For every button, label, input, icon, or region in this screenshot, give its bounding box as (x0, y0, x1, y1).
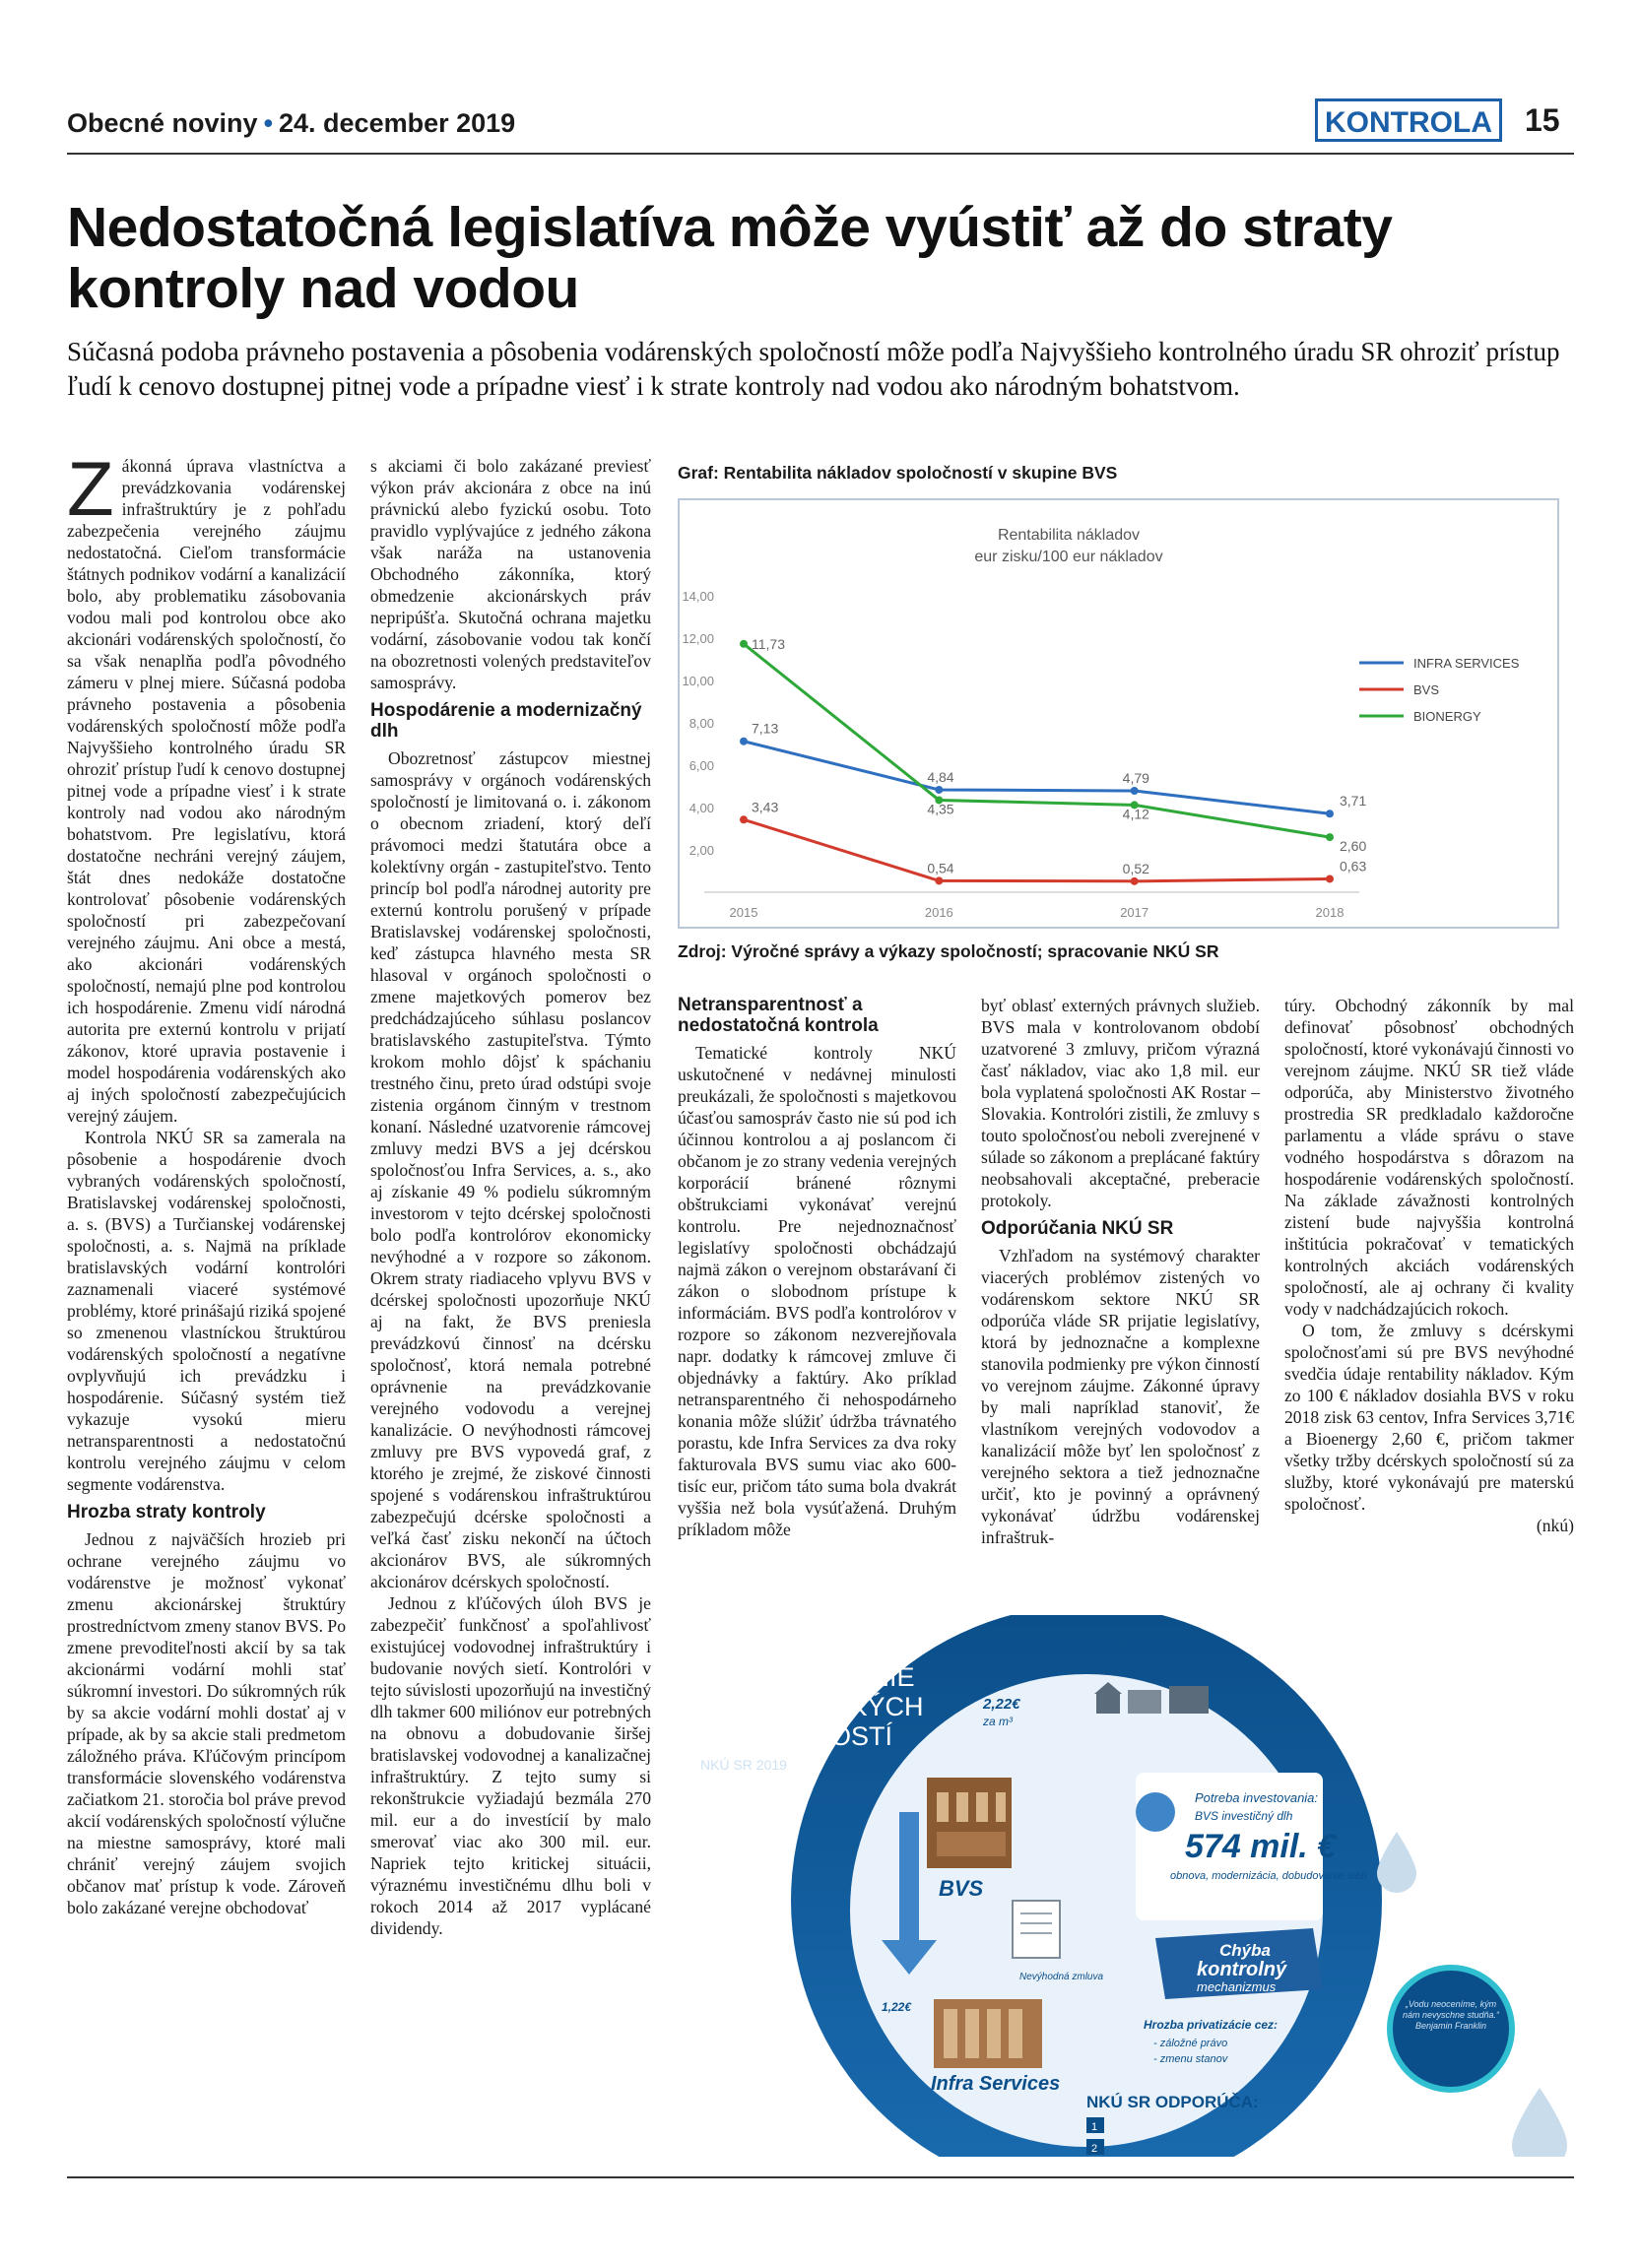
threat-2: - zmenu stanov (1153, 2053, 1228, 2065)
article-title: Nedostatočná legislatíva môže vyústiť až do straty kontroly nad vodou (67, 196, 1393, 320)
coin-icon (1136, 1792, 1175, 1832)
y-tick-label: 12,00 (682, 631, 714, 646)
infographic (673, 1615, 1574, 2157)
infographic-graphic (673, 1615, 1574, 2157)
data-label: 4,35 (927, 801, 954, 817)
data-point (1326, 875, 1334, 882)
column-1 (67, 445, 346, 1918)
threat-head: Hrozba privatizácie cez: (1144, 2018, 1279, 2032)
chart-frame (678, 498, 1559, 929)
document-icon (1013, 1901, 1060, 1958)
data-point (740, 640, 748, 648)
page-header (67, 108, 515, 139)
info-title-3: SPOLOČNOSTÍ (700, 1721, 893, 1751)
data-label: 3,71 (1340, 793, 1367, 810)
page-number: 15 (1525, 102, 1560, 138)
rentability-chart (680, 500, 1557, 927)
control-text-3: mechanizmus (1197, 1979, 1277, 1994)
invest-value: 574 mil. € (1185, 1828, 1337, 1865)
info-title-1: HOSPODÁRENIE (700, 1662, 915, 1692)
legend-label: BIONERGY (1413, 709, 1481, 724)
col4-para-1: byť oblasť externých právnych služieb. BVS mala v kontrolovanom období uzatvorené 3 zmluvy, pričom výrazná časť nákladov, viac ako 1,8 mil. eur bola vyplatená spoločnosti AK Rostar – Slovakia. Kontrolóri zistili, že zmluvy s touto spoločnosťou neboli zverejnené v súlade so zákonom a preplácané faktúry neobsahovali akceptačné, preberacie protokoly. (981, 996, 1260, 1210)
bvs-label: BVS (939, 1876, 984, 1901)
col1-para-1: ákonná úprava vlastníctva a prevádzkovania vodárenskej infraštruktúry je z pohľadu zabezpečenia verejného záujmu nedostatočná. Cieľom transformácie štátnych podnikov vodární a kanalizácií bolo, aby problematiku zásobovania vodou mali pod kontrolou obce ako akcionári vodárenských spoločností, čo sa však nenaplňa podľa pôvodného zámeru v plnej miere. Súčasná podoba právneho postavenia a pôsobenia vodárenských spoločností môže podľa Najvyššieho kontrolného úradu SR ohroziť prístup ľudí k cenovo dostupnej pitnej vode a prípadne viesť i k strate kontroly nad vodou ako národným bohatstvom. Pre legislatívu, ktorá dostatočne nechráni verejný záujem, štát dnes nedokáže dostatočne kontrolovať pôsobenie vodárenských spoločností pri zabezpečovaní verejného záujmu. Ani obce a mestá, ako akcionári vodárenských spoločností, nemajú plne pod kontrolou ich hospodárenie. Zmenu vidí národná autorita pre externú kontrolu v prijatí zákonov, ktoré upravia postavenie i model hospodárenia vodárenských ako aj iných spoločností zabezpečujúcich verejný záujem. (67, 456, 346, 1126)
data-point (1131, 787, 1139, 795)
info-title-2: VODÁRENSKÝCH (700, 1692, 924, 1721)
data-label: 0,52 (1122, 860, 1149, 876)
data-point (935, 786, 943, 794)
column-4 (981, 995, 1260, 1548)
info-subtitle: NKÚ SR 2019 (700, 1757, 787, 1773)
x-tick-label: 2016 (924, 905, 953, 920)
infra-label: Infra Services (931, 2073, 1061, 2095)
data-point (740, 815, 748, 823)
graph-caption: Graf: Rentabilita nákladov spoločností v skupine BVS (678, 463, 1118, 483)
data-label: 2,60 (1340, 838, 1367, 855)
price-top: 2,22€ (983, 1696, 1020, 1713)
control-text-1: Chýba (1219, 1941, 1271, 1960)
data-label: 4,84 (927, 768, 954, 785)
threat-1: - záložné právo (1153, 2038, 1228, 2049)
contract-label: Nevýhodná zmluva (1019, 1972, 1104, 1982)
column-3 (678, 995, 956, 1540)
col4-para-2: Vzhľadom na systémový charakter viacerých problémov zistených vo vodárenskom sektore NKÚ SR odporúča vláde SR prijatie legislatívy, ktorá by jednoznačne a komplexne stanovila podmienky pre výkon činností vo verejnom záujme. Zákonné úpravy by mali napríklad stanoviť, že vlastníkom verejných vodovodov a kanalizácií môže byť len spoločnosť z verejného sektora a tiež jednoznačne určiť, kto je povinný a oprávnený vykonávať údržbu vodárenskej infraštruk- (981, 1246, 1260, 1547)
series-line-bvs (744, 819, 1330, 881)
infra-building-icon (934, 1999, 1042, 2068)
column-2 (370, 455, 651, 1939)
y-tick-label: 8,00 (689, 716, 714, 731)
price-bottom: 1,22€ (882, 2000, 912, 2014)
paper-name: Obecné noviny (67, 108, 258, 138)
data-point (1131, 877, 1139, 885)
rec-num-1: 1 (1091, 2121, 1098, 2133)
source-caption: Zdroj: Výročné správy a výkazy spoločností; spracovanie NKÚ SR (678, 941, 1219, 961)
invest-head: Potreba investovania: (1195, 1790, 1319, 1805)
control-text-2: kontrolný (1197, 1959, 1287, 1980)
y-tick-label: 2,00 (689, 843, 714, 858)
y-tick-label: 10,00 (682, 674, 714, 688)
section-label: KONTROLA (1315, 98, 1502, 142)
bvs-building-icon (927, 1778, 1012, 1868)
col2-para-3: Jednou z kľúčových úloh BVS je zabezpečiť funkčnosť a spoľahlivosť existujúcej vodovodnej infraštruktúry i budovanie nových sietí. Kontrolóri v tejto súvislosti upozorňujú na investičný dlh takmer 600 miliónov eur potrebných na obnovu a dobudovanie širšej bratislavskej vodovodnej a kanalizačnej infraštruktúry. Z tejto sumy si rekonštrukcie vyžiadajú bezmála 270 mil. eur a do investícií by malo smerovať viac ako 300 mil. eur. Napriek tejto kritickej situácii, výraznému investičnému dlhu boli v rokoch 2014 až 2017 vyplácané dividendy. (370, 1593, 651, 1938)
x-tick-label: 2017 (1120, 905, 1149, 920)
y-tick-label: 14,00 (682, 589, 714, 604)
rec-num-2: 2 (1091, 2143, 1098, 2155)
subheading-threat: Hrozba straty kontroly (67, 1502, 266, 1523)
quote-text: „Vodu neoceníme, kým nám nevyschne studňa.“ Benjamin Franklin (1402, 1999, 1500, 2031)
rec-head: NKÚ SR ODPORÚČA: (1086, 2093, 1259, 2111)
data-label: 3,43 (752, 799, 779, 815)
data-label: 11,73 (752, 635, 785, 652)
col5-para-2: O tom, že zmluvy s dcérskymi spoločnosťami sú pre BVS nevýhodné svedčia údaje rentability nákladov. Kým zo 100 € nákladov dosiahla BVS v roku 2018 zisk 63 centov, Infra Services 3,71€ a Bioenergy 2,60 €, pričom takmer všetky tržby dcérskych spoločností sú za služby, ktoré vykonávajú pre materskú spoločnosť. (1284, 1321, 1574, 1514)
y-tick-label: 6,00 (689, 758, 714, 773)
article-lead: Súčasná podoba právneho postavenia a pôsobenia vodárenských spoločností môže podľa Najvyššieho kontrolného úradu SR ohroziť prístup ľudí k cenovo dostupnej pitnej vode a prípadne viesť i k strate kontroly nad vodou ako národným bohatstvom. (67, 337, 1560, 401)
price-unit: za m³ (983, 1715, 1013, 1728)
col1-para-2: Kontrola NKÚ SR sa zamerala na pôsobenie a hospodárenie dvoch vybraných vodárenských spoločností, Bratislavskej vodárenskej spoločnosti, a. s. (BVS) a Turčianskej vodárenskej spoločnosti, a. s. Najmä na príklade bratislavských vodární kontrolóri zaznamenali viaceré systémové problémy, ktoré prinášajú riziká spojené so zmenenou vlastníckou štruktúrou vodárenských spoločností a negatívne ovplyvňujú ich prevádzku i hospodárenie. Súčasný systém tiež vykazuje vysokú mieru netransparentnosti a nedostatočnú kontrolu verejného záujmu v celom segmente vodárenstva. (67, 1128, 346, 1494)
data-label: 4,12 (1122, 806, 1149, 822)
col2-para-2: Obozretnosť zástupcov miestnej samosprávy v orgánoch vodárenských spoločností je limitovaná o. i. zákonom o obecnom zriadení, ktorý deľí právomoci medzi štatutára obce a kolektívny orgán - zastupiteľstvo. Tento princíp bol podľa národnej autority pre externú kontrolu porušený v prípade Bratislavskej vodárenskej spoločnosti, keď zástupca hlavného mesta SR hlasoval v orgánoch spoločnosti o zmene majetkových pomerov bez predchádzajúceho súhlasu poslancov bratislavského zastupiteľstva. Týmto krokom mohlo dôjsť k spáchaniu trestného činu, preto úrad odstúpi svoje zistenia orgánom činným v trestnom konaní. Následné uzatvorenie rámcovej zmluvy medzi BVS a jej dcérskou spoločnosťou Infra Services, a. s., ako aj získanie 49 % podielu súkromným investorom v tejto dcérskej spoločnosti bolo podľa kontrolórov ekonomicky nevýhodné a v rozpore so zákonom. Okrem straty riadiaceho vplyvu BVS v dcérskej spoločnosti upozorňuje NKÚ aj na fakt, že BVS preniesla prevádzkovú činnosť na dcérsku spoločnosť, ktorá nemala potrebné oprávnenie na prevádzkovanie verejného vodovodu a verejnej kanalizácie. O nevýhodnosti rámcovej zmluvy pre BVS vypovedá graf, z ktorého je zrejmé, že ziskové činnosti spojené s vodárenskou infraštruktúrou zabezpečujú dcérske spoločnosti a veľká časť zisku nekončí na účtoch akcionárov BVS, ale súkromných akcionárov dcérskych spoločností. (370, 748, 651, 1591)
series-line-bionergy (744, 644, 1330, 837)
data-label: 4,79 (1122, 770, 1149, 787)
data-point (935, 876, 943, 884)
data-label: 7,13 (752, 720, 779, 737)
data-point (740, 738, 748, 745)
quote-box (1400, 1999, 1502, 2068)
col1-para-3: Jednou z najväčších hrozieb pri ochrane verejného záujmu vo vodárenstve je možnosť vykonať zmenu akcionárskej štruktúry prostredníctvom zmeny stanov BVS. Po zmene prevoditeľnosti akcií by sa tak akcionármi vodární mohli stať súkromní investori. Do súkromných rúk by sa akcie vodární mohli dostať aj v prípade, ak by sa akcie stali predmetom záložného práva. Kľúčovým princípom transformácie slovenského vodárenstva začiatkom 21. storočia bol práve prevod akcií vodárenských spoločností výlučne na miestne samosprávy, ktoré mali chrániť verejný záujem svojich občanov mať prístup k vode. Zároveň bolo zakázané verejne obchodovať (67, 1529, 346, 1917)
col3-para-1: Tematické kontroly NKÚ uskutočnené v nedávnej minulosti preukázali, že spoločnosti s majetkovou účasťou samospráv často nie sú pod ich účinnou kontrolou a aj poslancom či občanom je zo strany vedenia verejných korporácií bránené rôznymi obštrukciami vykonávať verejnú kontrolu. Pre nejednoznačnosť legislatívy spoločnosti obchádzajú najmä zákon o verejnom obstarávaní či zákon o slobodnom prístupe k informáciám. BVS podľa kontrolórov v rozpore so zákonom nezverejňovala napr. dodatky k rámcovej zmluve či objednávky a faktúry. Ako príklad netransparentného či nehospodárneho konania môže slúžiť údržba trávnatého porastu, kde Infra Services za dva roky fakturovala BVS sumu viac ako 600-tisíc eur, pričom táto suma bola dvakrát vyššia než bola vysúťažená. Druhým príkladom môže (678, 1043, 956, 1539)
invest-note: obnova, modernizácia, dobudovanie sietí (1170, 1870, 1367, 1882)
footer-rule (67, 2176, 1574, 2178)
dropcap: Z (67, 445, 114, 532)
data-point (1326, 810, 1334, 817)
issue-date: 24. december 2019 (279, 108, 516, 138)
y-tick-label: 4,00 (689, 801, 714, 815)
data-point (1326, 833, 1334, 841)
invest-sub: BVS investičný dlh (1195, 1809, 1293, 1823)
header-rule (67, 153, 1574, 155)
x-tick-label: 2018 (1315, 905, 1345, 920)
subheading-recommendations: Odporúčania NKÚ SR (981, 1218, 1174, 1239)
chart-subtitle: eur zisku/100 eur nákladov (974, 549, 1163, 565)
col2-para-1: s akciami či bolo zakázané previesť výkon práv akcionára z obce na inú právnickú alebo fyzickú osobu. Toto pravidlo vyplývajúce z jedného zákona však naráža na ustanovenia Obchodného zákonníka, ktorý obmedzenie akcionárskych práv nepripúšťa. Skutočná ochrana majetku vodární, zásobovanie vodou tak končí na obozretnosti volených predstaviteľov samosprávy. (370, 456, 651, 692)
chart-title: Rentabilita nákladov (997, 527, 1141, 544)
subheading-transparency: Netransparentnosť a nedostatočná kontrola (678, 995, 879, 1036)
column-5 (1284, 995, 1574, 1536)
header-separator: • (263, 108, 274, 138)
col5-para-1: túry. Obchodný zákonník by mal definovať pôsobnosť obchodných spoločností, ktoré vykonávajú činnosti vo verejnom záujme. NKÚ SR tiež vláde odporúča, aby Ministerstvo životného prostredia SR predkladalo každoročne parlamentu a vláde správu o stave vodného hospodárstva s dôrazom na hospodárenie vodárenských spoločností. Na základe závažnosti kontrolných zistení bude najvyššia kontrolná inštitúcia pokračovať v tematických kontrolných akciách vodárenských spoločností, ale aj ochrany či kvality vody v nadchádzajúcich rokoch. (1284, 996, 1574, 1319)
data-label: 0,54 (927, 860, 954, 876)
author-signature: (nkú) (1536, 1516, 1574, 1535)
x-tick-label: 2015 (729, 905, 758, 920)
subheading-economy: Hospodárenie a modernizačný dlh (370, 700, 642, 742)
data-label: 0,63 (1340, 858, 1367, 875)
legend-label: INFRA SERVICES (1413, 656, 1520, 671)
legend-label: BVS (1413, 682, 1440, 697)
